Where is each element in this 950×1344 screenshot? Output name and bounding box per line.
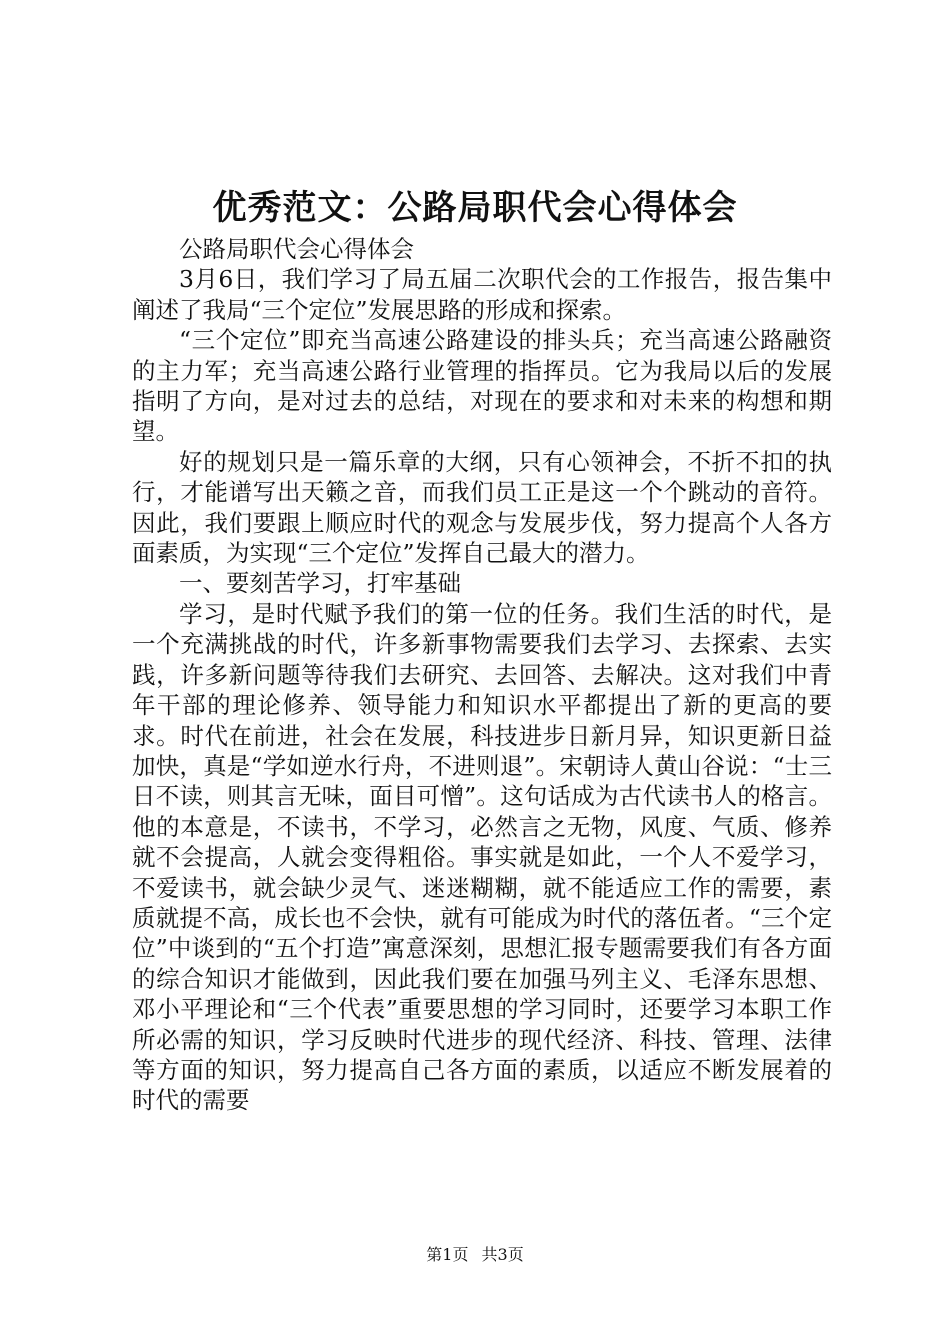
paragraph: “三个定位”即充当高速公路建设的排头兵；充当高速公路融资的主力军；充当高速公路行业管理的指挥员。它为我局以后的发展指明了方向，是对过去的总结，对现在的要求和对未来的构想和期望。	[132, 326, 832, 446]
page-footer	[0, 1245, 950, 1265]
page-title: 优秀范文：公路局职代会心得体会	[212, 188, 738, 228]
page-total: 共3页	[481, 1245, 524, 1264]
paragraph: 学习，是时代赋予我们的第一位的任务。我们生活的时代，是一个充满挑战的时代，许多新事物需要我们去学习、去探索、去实践，许多新问题等待我们去研究、去回答、去解决。这对我们中青年干部的理论修养、领导能力和知识水平都提出了新的更高的要求。时代在前进，社会在发展，科技进步日新月异，知识更新日益加快，真是“学如逆水行舟，不进则退”。宋朝诗人黄山谷说：“士三日不读，则其言无味，面目可憎”。这句话成为古代读书人的格言。他的本意是，不读书，不学习，必然言之无物，风度、气质、修养就不会提高，人就会变得粗俗。事实就是如此，一个人不爱学习，不爱读书，就会缺少灵气、迷迷糊糊，就不能适应工作的需要，素质就提不高，成长也不会快，就有可能成为时代的落伍者。“三个定位”中谈到的“五个打造”寓意深刻，思想汇报专题需要我们有各方面的综合知识才能做到，因此我们要在加强马列主义、毛泽东思想、邓小平理论和“三个代表”重要思想的学习同时，还要学习本职工作所必需的知识，学习反映时代进步的现代经济、科技、管理、法律等方面的知识，努力提高自己各方面的素质，以适应不断发展着的时代的需要	[132, 599, 832, 1115]
section-heading: 一、要刻苦学习，打牢基础	[179, 569, 461, 598]
paragraph: 3月6日，我们学习了局五届二次职代会的工作报告，报告集中阐述了我局“三个定位”发展思路的形成和探索。	[132, 265, 832, 324]
document-body	[132, 234, 832, 1116]
paragraph: 好的规划只是一篇乐章的大纲，只有心领神会，不折不扣的执行，才能谱写出天籁之音，而我们员工正是这一个个跳动的音符。因此，我们要跟上顺应时代的观念与发展步伐，努力提高个人各方面素质，为实现“三个定位”发挥自己最大的潜力。	[132, 447, 832, 568]
page-number: 第1页	[426, 1245, 469, 1264]
document-subtitle: 公路局职代会心得体会	[179, 235, 414, 263]
